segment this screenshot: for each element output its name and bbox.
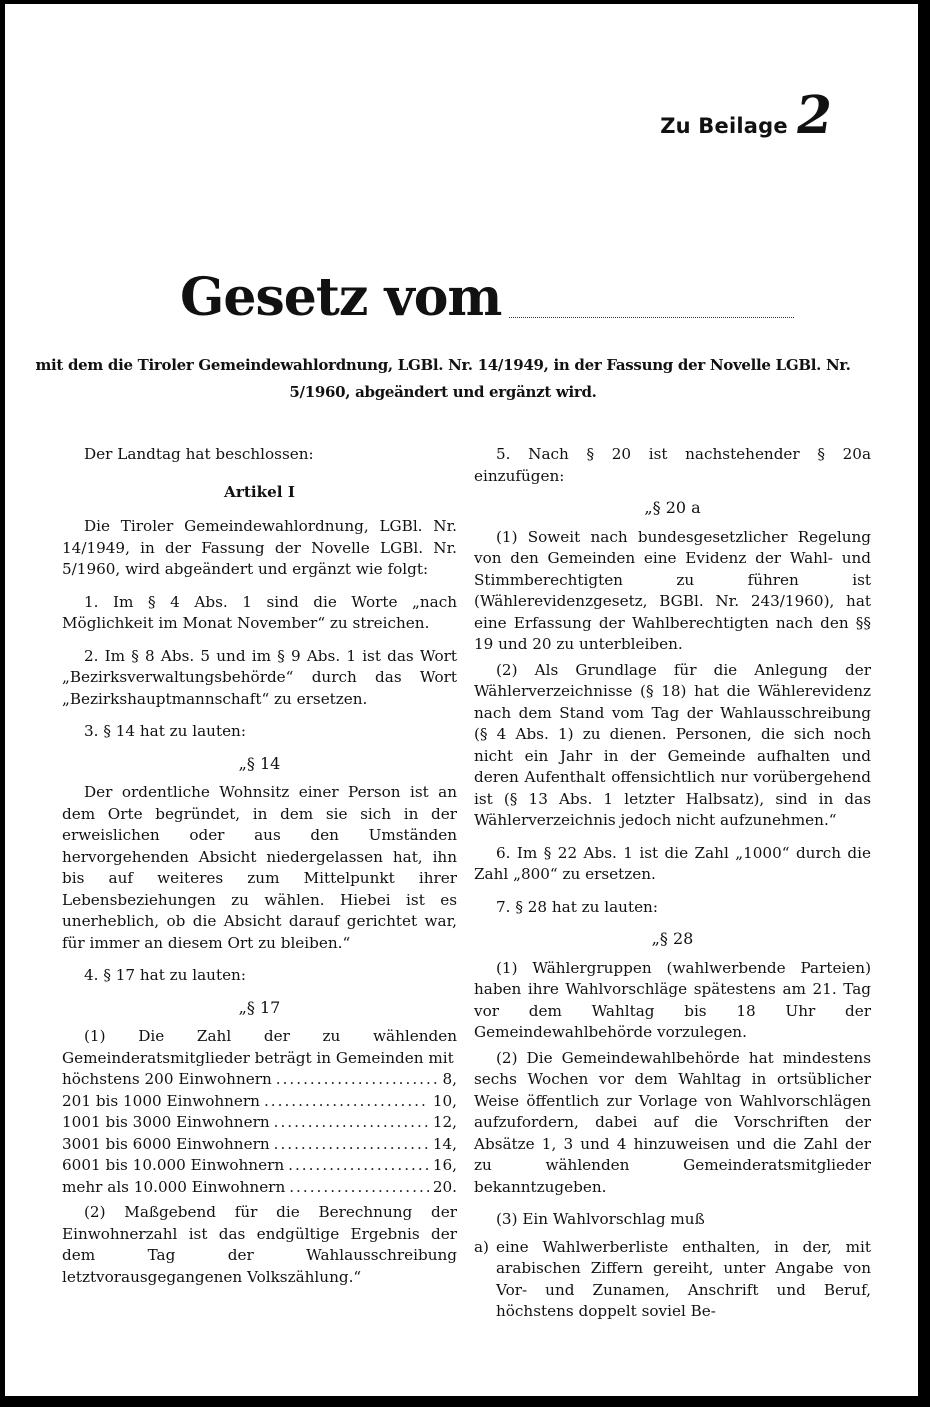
section-20a-para-2: (2) Als Grundlage für die Anlegung der Wählerverzeichnisse (§ 18) hat die Wählerevidenz nach dem Stand vom Tag der Wahlausschreibung (§ 4 Abs. 1) zu dienen. Personen, die sich noch nicht ein Jahr in der Gemeinde aufhalten und deren Aufenthalt offensichtlich nur vorübergehend ist (§ 13 Abs. 1 letzter Halbsatz), sind in das Wählerverzeichnis jedoch nicht aufzunehmen.“: [474, 660, 871, 829]
right-column: [474, 444, 871, 1323]
section-28-para-2: (2) Die Gemeindewahlbehörde hat mindestens sechs Wochen vor dem Wahltag in ortsüblicher Weise öffentlich zur Vorlage von Wahlvorschlägen aufzufordern, dabei auf die Vorschriften der Absätze 1, 3 und 4 hinzuweisen und die Zahl der zu wählenden Gemeinderatsmitglieder bekanntzugeben.: [474, 1048, 871, 1196]
law-subtitle: mit dem die Tiroler Gemeindewahlordnung, LGBl. Nr. 14/1949, in der Fassung der Novelle LGBl. Nr. 5/1960, abgeändert und ergänzt wird.: [35, 356, 851, 401]
table-row: [62, 1069, 457, 1091]
dot-leader: [274, 1134, 429, 1156]
amendment-item-6: 6. Im § 22 Abs. 1 ist die Zahl „1000“ durch die Zahl „800“ zu ersetzen.: [474, 843, 871, 883]
date-blank-line: [509, 316, 794, 318]
dot-leader: [288, 1155, 429, 1177]
row-label: 3001 bis 6000 Einwohnern: [62, 1134, 270, 1153]
table-row: [62, 1177, 457, 1199]
attachment-number: 2: [791, 85, 837, 146]
section-17-title: „§ 17: [238, 997, 281, 1017]
amendment-item-3: 3. § 14 hat zu lauten:: [84, 722, 246, 740]
amendment-item-2: 2. Im § 8 Abs. 5 und im § 9 Abs. 1 ist das Wort „Bezirksverwaltungsbehörde“ durch das Wort „Bezirkshauptmannschaft“ zu ersetzen.: [62, 646, 457, 708]
preamble: Die Tiroler Gemeindewahlordnung, LGBl. Nr. 14/1949, in der Fassung der Novelle LGBl. Nr. 5/1960, wird abgeändert und ergänzt wie folgt:: [62, 517, 457, 578]
row-label: 6001 bis 10.000 Einwohnern: [62, 1156, 285, 1174]
row-label: 1001 bis 3000 Einwohnern: [62, 1113, 270, 1131]
amendment-item-7: 7. § 28 hat zu lauten:: [496, 897, 658, 916]
section-28-para-1: (1) Wählergruppen (wahlwerbende Parteien) haben ihre Wahlvorschläge spätestens am 21. Tag vor dem Wahltag bis 18 Uhr der Gemeindewahlbehörde vorzulegen.: [474, 958, 871, 1041]
section-20a-title: „§ 20 a: [644, 498, 701, 517]
section-17-para-1: (1) Die Zahl der zu wählenden Gemeinderatsmitglieder beträgt in Gemeinden mit: [62, 1027, 457, 1067]
row-value: 12,: [432, 1113, 457, 1131]
left-column: [62, 444, 457, 1288]
row-label: mehr als 10.000 Einwohnern: [62, 1177, 286, 1196]
table-row: [62, 1091, 457, 1113]
item-text: eine Wahlwerberliste enthalten, in der, mit arabischen Ziffern gereiht, unter Angabe von Vor- und Zunamen, Anschrift und Beruf, höchstens doppelt soviel Be-: [496, 1237, 871, 1320]
row-value: 10,: [432, 1091, 457, 1110]
table-row: [62, 1112, 457, 1134]
row-value: 16,: [432, 1156, 457, 1174]
dot-leader: [289, 1177, 429, 1199]
section-28-para-3: (3) Ein Wahlvorschlag muß: [496, 1210, 705, 1228]
amendment-item-5: 5. Nach § 20 ist nachstehender § 20a einzufügen:: [474, 445, 871, 485]
row-label: 201 bis 1000 Einwohnern: [62, 1091, 260, 1110]
article-heading: Artikel I: [224, 482, 295, 501]
section-20a-para-1: (1) Soweit nach bundesgesetzlicher Regelung von den Gemeinden eine Evidenz der Wahl- und Stimmberechtigten zu führen ist (Wählerevidenzgesetz, BGBl. Nr. 243/1960), hat eine Erfassung der Wahlberechtigten nach den §§ 19 und 20 zu unterbleiben.: [474, 527, 871, 653]
document-page: [5, 4, 918, 1396]
section-17-para-2: (2) Maßgebend für die Berechnung der Einwohnerzahl ist das endgültige Ergebnis der dem Tag der Wahlausschreibung letztvorausgegangenen Volkszählung.“: [62, 1203, 457, 1286]
attachment-label: [660, 85, 837, 146]
section-28-title: „§ 28: [651, 929, 694, 948]
row-label: höchstens 200 Einwohnern: [62, 1070, 272, 1088]
intro-text: Der Landtag hat beschlossen:: [84, 445, 314, 463]
section-28-item-a: [474, 1237, 871, 1323]
amendment-item-1: 1. Im § 4 Abs. 1 sind die Worte „nach Möglichkeit im Monat November“ zu streichen.: [62, 592, 457, 632]
table-row: [62, 1134, 457, 1156]
row-value: 20.: [432, 1177, 457, 1196]
row-value: 8,: [442, 1070, 457, 1088]
dot-leader: [274, 1112, 429, 1134]
dot-leader: [276, 1069, 439, 1091]
section-14-title: „§ 14: [238, 753, 281, 773]
law-title: [180, 267, 794, 328]
item-marker: a): [474, 1237, 489, 1256]
attachment-label-text: Zu Beilage: [660, 114, 788, 138]
law-title-text: Gesetz vom: [180, 267, 502, 328]
dot-leader: [264, 1091, 429, 1113]
row-value: 14,: [432, 1134, 457, 1153]
table-row: [62, 1155, 457, 1177]
amendment-item-4: 4. § 17 hat zu lauten:: [84, 966, 246, 984]
section-14-text: Der ordentliche Wohnsitz einer Person ist an dem Orte begründet, in dem sie sich in der erweislichen oder aus den Umständen hervorgehenden Absicht niedergelassen hat, ihn bis auf weiteres zum Mittelpunkt ihrer Lebensbeziehungen zu wählen. Hiebei ist es unerheblich, ob die Absicht darauf gerichtet war, für immer an diesem Ort zu bleiben.“: [62, 783, 457, 952]
council-size-table: [62, 1069, 457, 1198]
